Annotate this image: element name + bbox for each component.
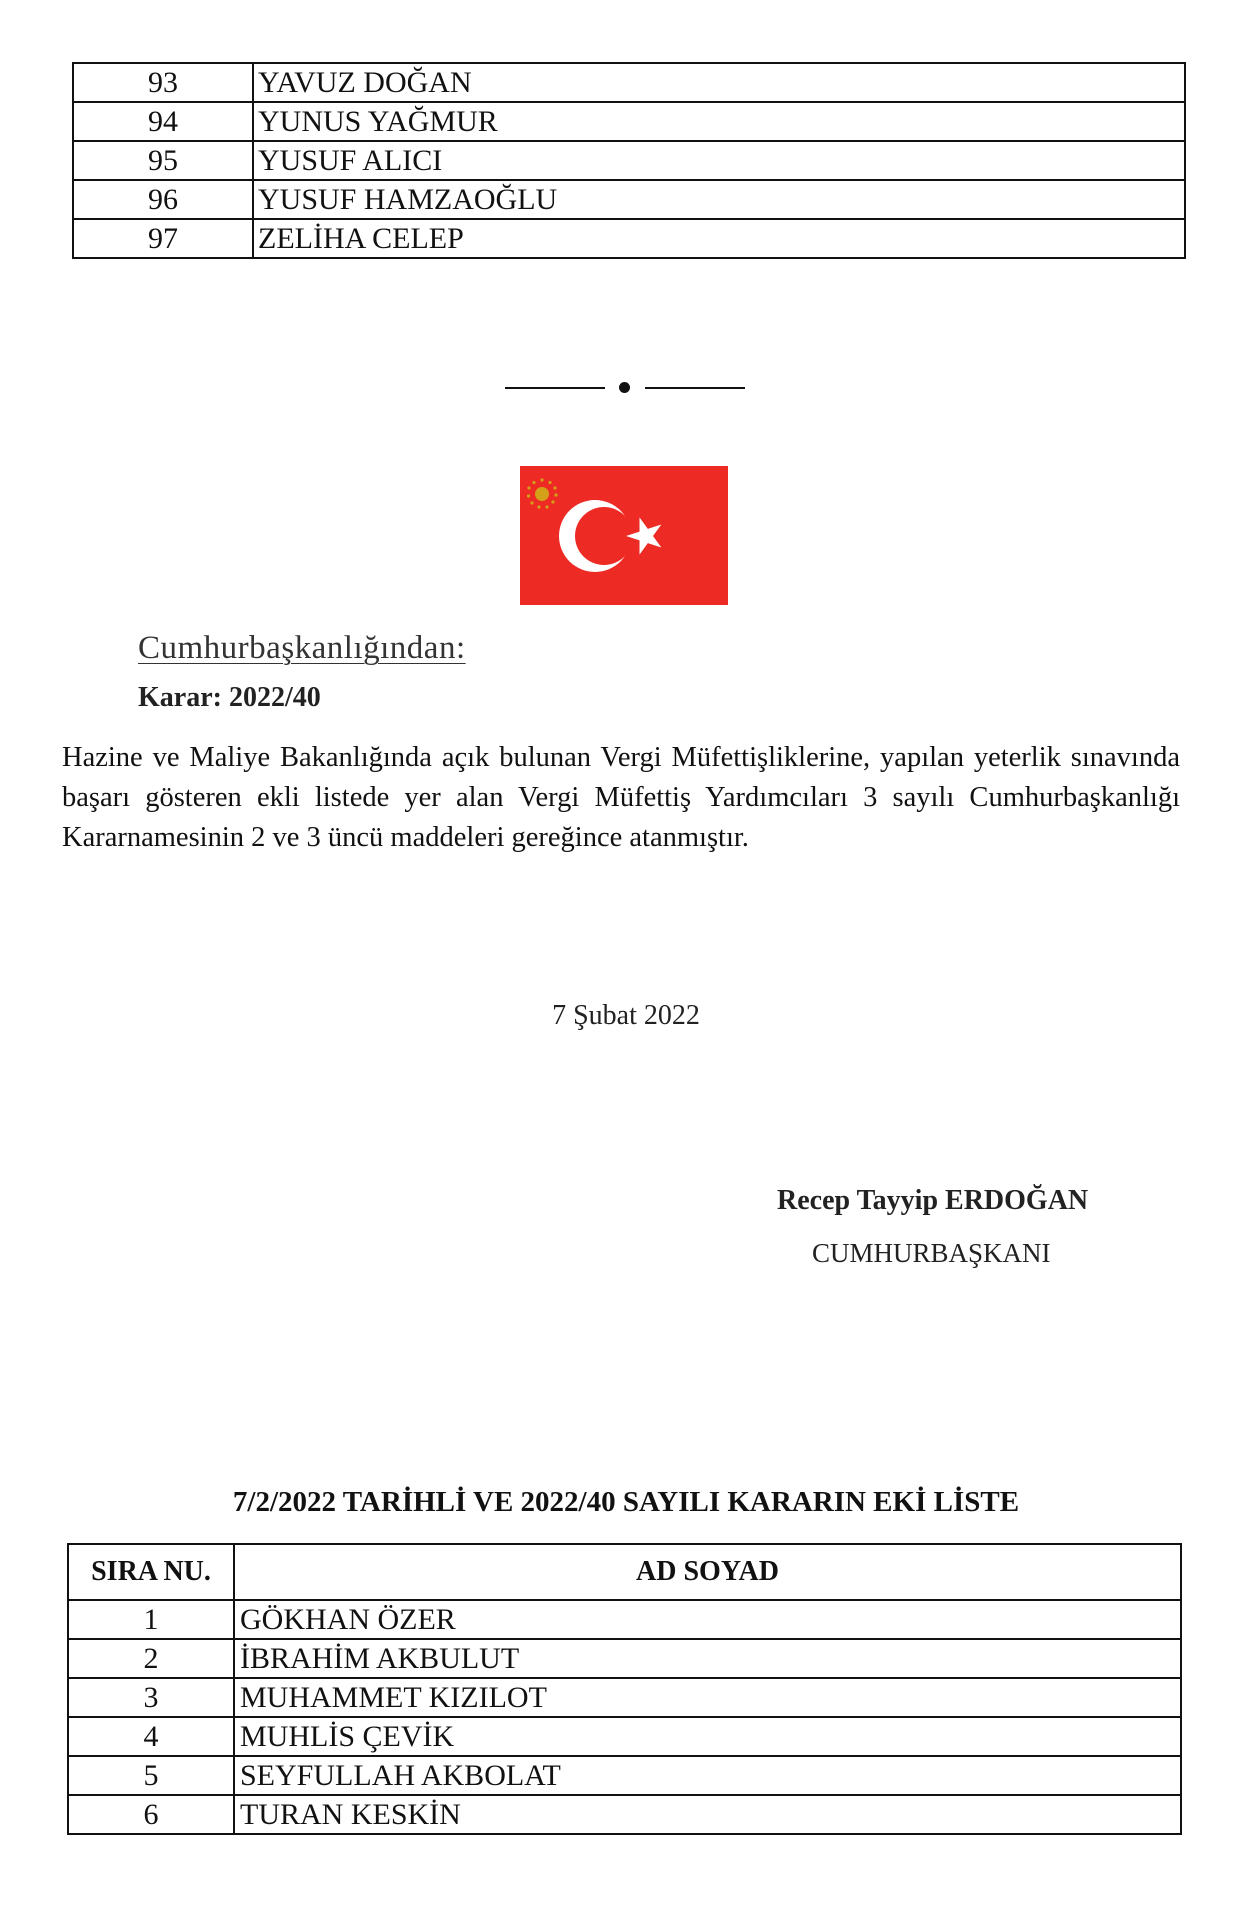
table-row [68,1795,1181,1834]
issuer-heading: Cumhurbaşkanlığından: [138,630,466,666]
row-name: YAVUZ DOĞAN [253,63,1185,102]
row-number: 3 [68,1678,234,1717]
turkish-flag-icon [520,466,728,605]
table-row [73,63,1185,102]
table-row [68,1756,1181,1795]
table-row [68,1600,1181,1639]
row-number: 4 [68,1717,234,1756]
row-name: YUNUS YAĞMUR [253,102,1185,141]
row-number: 93 [73,63,253,102]
row-name: SEYFULLAH AKBOLAT [234,1756,1181,1795]
table-row [68,1717,1181,1756]
row-number: 94 [73,102,253,141]
table-row [68,1639,1181,1678]
row-number: 6 [68,1795,234,1834]
row-number: 5 [68,1756,234,1795]
decision-date: 7 Şubat 2022 [552,1000,700,1031]
row-name: YUSUF HAMZAOĞLU [253,180,1185,219]
table-row [68,1678,1181,1717]
separator-dot [619,382,630,393]
row-name: GÖKHAN ÖZER [234,1600,1181,1639]
separator-line-left [505,387,605,389]
signer-name: Recep Tayyip ERDOĞAN [777,1185,1089,1216]
table-row [73,219,1185,258]
row-number: 2 [68,1639,234,1678]
previous-list-table [72,62,1186,259]
row-name: YUSUF ALICI [253,141,1185,180]
row-name: TURAN KESKİN [234,1795,1181,1834]
table-row [73,141,1185,180]
appointee-list-table [67,1543,1182,1835]
row-number: 96 [73,180,253,219]
table-header-row [68,1544,1181,1600]
row-number: 1 [68,1600,234,1639]
decision-number: Karar: 2022/40 [138,682,321,713]
signer-title: CUMHURBAŞKANI [812,1238,1051,1268]
decision-body: Hazine ve Maliye Bakanlığında açık bulunan Vergi Müfettişliklerine, yapılan yeterlik sınavında başarı gösteren ekli listede yer alan Vergi Müfettiş Yardımcıları 3 sayılı Cumhurbaşkanlığı Kararnamesinin 2 ve 3 üncü maddeleri gereğince atanmıştır. [62,742,1180,853]
separator-line-right [645,387,745,389]
row-number: 97 [73,219,253,258]
row-name: İBRAHİM AKBULUT [234,1639,1181,1678]
list-title: 7/2/2022 TARİHLİ VE 2022/40 SAYILI KARARIN EKİ LİSTE [232,1486,1020,1518]
row-name: MUHAMMET KIZILOT [234,1678,1181,1717]
row-name: MUHLİS ÇEVİK [234,1717,1181,1756]
column-header-number: SIRA NU. [68,1544,234,1600]
table-row [73,180,1185,219]
row-name: ZELİHA CELEP [253,219,1185,258]
column-header-name: AD SOYAD [234,1544,1181,1600]
table-row [73,102,1185,141]
section-separator [505,377,745,397]
row-number: 95 [73,141,253,180]
